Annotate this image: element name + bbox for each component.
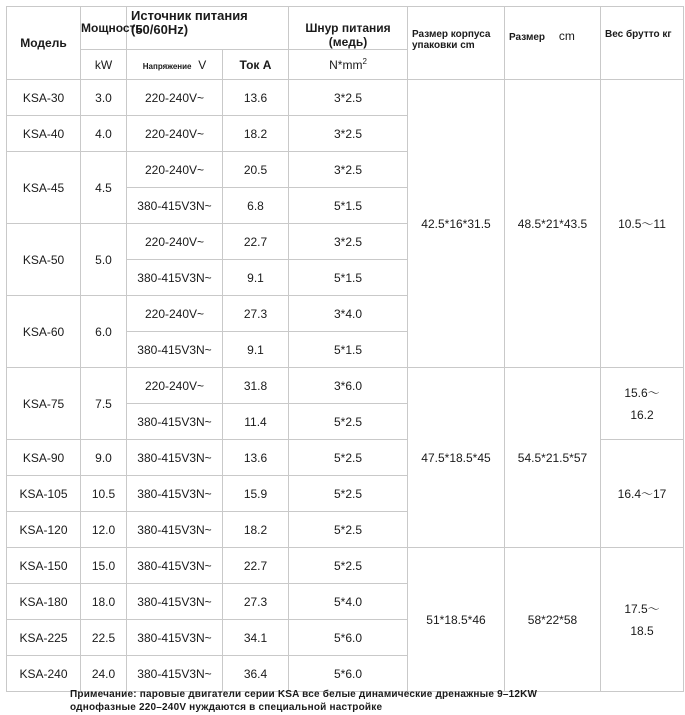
- cell-current: 27.3: [223, 584, 289, 620]
- cord-unit-sup: 2: [362, 57, 367, 66]
- table-row: [7, 368, 684, 404]
- header-box-size-label: Размер корпуса упаковки: [412, 29, 491, 51]
- cell-current: 15.9: [223, 476, 289, 512]
- cell-model: KSA-50: [7, 224, 81, 296]
- cell-model: KSA-150: [7, 548, 81, 584]
- cell-power: 3.0: [81, 80, 127, 116]
- cell-current: 34.1: [223, 620, 289, 656]
- header-power: Мощность: [81, 7, 127, 50]
- table-row: [7, 80, 684, 116]
- cell-voltage: 380-415V3N~: [127, 656, 223, 692]
- cell-power: 15.0: [81, 548, 127, 584]
- cell-model: KSA-40: [7, 116, 81, 152]
- cell-voltage: 380-415V3N~: [127, 512, 223, 548]
- cell-current: 6.8: [223, 188, 289, 224]
- cell-current: 13.6: [223, 440, 289, 476]
- cell-voltage: 380-415V3N~: [127, 260, 223, 296]
- cell-size: 54.5*21.5*57: [505, 368, 601, 548]
- cell-current: 9.1: [223, 332, 289, 368]
- cell-cord: 3*2.5: [289, 224, 408, 260]
- header-current: Ток A: [223, 50, 289, 80]
- cell-model: KSA-225: [7, 620, 81, 656]
- cell-cord: 5*2.5: [289, 476, 408, 512]
- cell-current: 13.6: [223, 80, 289, 116]
- cell-voltage: 380-415V3N~: [127, 476, 223, 512]
- cell-cord: 5*6.0: [289, 620, 408, 656]
- cell-current: 31.8: [223, 368, 289, 404]
- cell-cord: 3*4.0: [289, 296, 408, 332]
- header-power-source: Источник питания (50/60Hz): [127, 7, 289, 50]
- header-voltage-unit: V: [198, 57, 207, 72]
- cell-model: KSA-45: [7, 152, 81, 224]
- footnote: [70, 688, 670, 714]
- cell-cord: 3*2.5: [289, 116, 408, 152]
- cell-cord: 5*2.5: [289, 440, 408, 476]
- cell-box-size: 51*18.5*46: [408, 548, 505, 692]
- header-box-size: [408, 7, 505, 80]
- cell-model: KSA-60: [7, 296, 81, 368]
- cell-power: 24.0: [81, 656, 127, 692]
- cell-voltage: 220-240V~: [127, 152, 223, 188]
- cell-current: 20.5: [223, 152, 289, 188]
- cell-current: 18.2: [223, 512, 289, 548]
- cell-cord: 5*6.0: [289, 656, 408, 692]
- cell-current: 27.3: [223, 296, 289, 332]
- cell-voltage: 220-240V~: [127, 80, 223, 116]
- cell-current: 9.1: [223, 260, 289, 296]
- cell-voltage: 220-240V~: [127, 296, 223, 332]
- cell-box-size: 42.5*16*31.5: [408, 80, 505, 368]
- cord-unit-text: N*mm: [329, 58, 363, 72]
- cell-cord: 5*2.5: [289, 548, 408, 584]
- cell-power: 10.5: [81, 476, 127, 512]
- header-voltage: [127, 50, 223, 80]
- cell-voltage: 380-415V3N~: [127, 440, 223, 476]
- cell-power: 4.0: [81, 116, 127, 152]
- cell-current: 18.2: [223, 116, 289, 152]
- cell-power: 7.5: [81, 368, 127, 440]
- cell-power: 5.0: [81, 224, 127, 296]
- cell-cord: 3*2.5: [289, 152, 408, 188]
- header-weight: Вес брутто кг: [601, 7, 684, 80]
- cell-model: KSA-120: [7, 512, 81, 548]
- cell-current: 11.4: [223, 404, 289, 440]
- cell-power: 9.0: [81, 440, 127, 476]
- cell-cord: 5*1.5: [289, 332, 408, 368]
- header-size-unit: cm: [558, 29, 575, 43]
- cell-voltage: 380-415V3N~: [127, 548, 223, 584]
- spec-table: [6, 6, 684, 692]
- cell-voltage: 220-240V~: [127, 368, 223, 404]
- cell-power: 4.5: [81, 152, 127, 224]
- cell-cord: 3*6.0: [289, 368, 408, 404]
- cell-model: KSA-30: [7, 80, 81, 116]
- header-power-unit: kW: [81, 50, 127, 80]
- cell-current: 22.7: [223, 224, 289, 260]
- cell-cord: 3*2.5: [289, 80, 408, 116]
- table-row: [7, 548, 684, 584]
- cell-voltage: 380-415V3N~: [127, 584, 223, 620]
- header-cord-unit: [289, 50, 408, 80]
- header-voltage-label: Напряжение: [142, 61, 192, 71]
- cell-voltage: 380-415V3N~: [127, 332, 223, 368]
- cell-weight: 16.4～17: [601, 440, 684, 548]
- cell-cord: 5*1.5: [289, 188, 408, 224]
- header-model: Модель: [7, 7, 81, 80]
- cell-power: 22.5: [81, 620, 127, 656]
- cell-power: 12.0: [81, 512, 127, 548]
- cell-weight: 17.5～ 18.5: [601, 548, 684, 692]
- header-size-label: Размер: [509, 32, 546, 43]
- cell-voltage: 220-240V~: [127, 116, 223, 152]
- cell-cord: 5*2.5: [289, 404, 408, 440]
- cell-cord: 5*2.5: [289, 512, 408, 548]
- cell-model: KSA-240: [7, 656, 81, 692]
- cell-cord: 5*1.5: [289, 260, 408, 296]
- cell-power: 18.0: [81, 584, 127, 620]
- cell-size: 58*22*58: [505, 548, 601, 692]
- cell-weight: 15.6～ 16.2: [601, 368, 684, 440]
- cell-current: 22.7: [223, 548, 289, 584]
- cell-box-size: 47.5*18.5*45: [408, 368, 505, 548]
- cell-size: 48.5*21*43.5: [505, 80, 601, 368]
- cell-voltage: 220-240V~: [127, 224, 223, 260]
- cell-current: 36.4: [223, 656, 289, 692]
- header-row: [7, 7, 684, 50]
- cell-weight: 10.5～11: [601, 80, 684, 368]
- cell-model: KSA-90: [7, 440, 81, 476]
- cell-cord: 5*4.0: [289, 584, 408, 620]
- cell-model: KSA-180: [7, 584, 81, 620]
- cell-voltage: 380-415V3N~: [127, 188, 223, 224]
- footnote-line-2: однофазные 220–240V нуждаются в специальной настройке: [70, 702, 383, 713]
- footnote-line-1: Примечание: паровые двигатели серии KSA все белые динамические дренажные 9–12KW: [70, 689, 538, 700]
- header-size: [505, 7, 601, 80]
- header-box-unit: cm: [460, 40, 475, 51]
- cell-voltage: 380-415V3N~: [127, 620, 223, 656]
- cell-model: KSA-75: [7, 368, 81, 440]
- cell-power: 6.0: [81, 296, 127, 368]
- cell-voltage: 380-415V3N~: [127, 404, 223, 440]
- header-cord: Шнур питания (медь): [289, 7, 408, 50]
- cell-model: KSA-105: [7, 476, 81, 512]
